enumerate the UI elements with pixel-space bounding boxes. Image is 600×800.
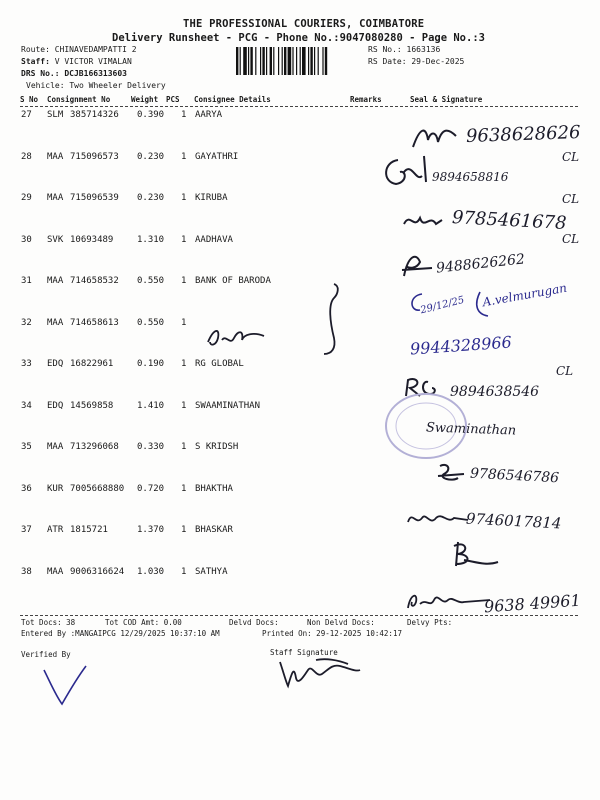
row-consignment-no: 1815721 — [70, 525, 108, 535]
row-pcs: 1 — [181, 525, 187, 535]
row-prefix: MAA — [47, 442, 64, 452]
name-31: A.velmurugan — [481, 280, 568, 310]
row-prefix: EDQ — [47, 359, 64, 369]
row-weight: 0.330 — [137, 442, 165, 452]
barcode-bar — [243, 47, 247, 75]
initials-cl-29: CL — [562, 192, 580, 206]
phone-33: 9894638546 — [450, 384, 540, 400]
drs-value: DCJB166313603 — [64, 69, 127, 78]
row-consignee: SWAAMINATHAN — [195, 400, 261, 411]
barcode-bar — [288, 47, 292, 75]
row-consignment-no: 715096573 — [70, 151, 119, 162]
barcode-bar — [248, 47, 249, 75]
phone-36: 9746017814 — [465, 509, 562, 533]
staff-label: Staff: — [21, 57, 50, 66]
barcode-bar — [296, 47, 297, 75]
row-prefix: SLM — [47, 110, 64, 120]
vehicle-label: Vehicle: — [26, 81, 65, 90]
row-weight: 1.030 — [137, 566, 165, 577]
phone-30: 9488626262 — [435, 251, 526, 277]
barcode-bar — [308, 47, 309, 75]
drs-label: DRS No.: — [21, 69, 60, 78]
bracket-31 — [404, 290, 494, 320]
verified-by-label: Verified By — [21, 650, 71, 659]
row-prefix: MAA — [47, 317, 64, 328]
barcode-bar — [240, 47, 241, 75]
row-consignee: GAYATHRI — [195, 151, 239, 162]
row-consignment-no: 16822961 — [70, 359, 114, 369]
barcode-bar — [302, 47, 306, 75]
row-sno: 34 — [21, 400, 32, 411]
col-remarks: Remarks — [350, 95, 382, 104]
row-consignee: BHASKAR — [195, 525, 233, 535]
signature-27 — [408, 122, 468, 152]
row-consignment-no: 10693489 — [70, 234, 114, 245]
signature-28 — [378, 152, 438, 192]
barcode-bar — [278, 47, 279, 75]
row-sno: 37 — [21, 525, 32, 535]
row-pcs: 1 — [181, 483, 187, 494]
row-pcs: 1 — [181, 317, 187, 328]
rs-date-line — [368, 57, 464, 66]
barcode-bar — [255, 47, 256, 75]
row-consignee: AARYA — [195, 110, 223, 120]
row-sno: 38 — [21, 566, 32, 577]
totals-line — [21, 618, 581, 629]
row-consignee: AADHAVA — [195, 234, 233, 245]
row-sno: 33 — [21, 359, 32, 369]
row-pcs: 1 — [181, 151, 187, 162]
phone-28: 9894658816 — [432, 170, 509, 184]
row-prefix: KUR — [47, 483, 64, 494]
barcode-bar — [310, 47, 312, 75]
signature-29 — [402, 210, 452, 234]
phone-35: 9786546786 — [469, 465, 560, 487]
row-pcs: 1 — [181, 359, 187, 369]
row-consignee: KIRUBA — [195, 193, 228, 203]
row-consignment-no: 7005668880 — [70, 483, 125, 494]
row-sno: 29 — [21, 193, 32, 203]
row-sno: 28 — [21, 151, 32, 162]
row-weight: 1.370 — [137, 525, 165, 535]
row-weight: 0.550 — [137, 276, 165, 286]
row-consignment-no: 713296068 — [70, 442, 119, 452]
drs-line — [21, 69, 127, 78]
col-consignee: Consignee Details — [194, 95, 271, 104]
barcode-bar — [262, 47, 264, 75]
row-prefix: EDQ — [47, 400, 64, 411]
row-pcs: 1 — [181, 234, 187, 245]
barcode — [236, 47, 362, 75]
row-consignee: BHAKTHA — [195, 483, 233, 494]
phone-29: 9785461678 — [451, 207, 568, 234]
vehicle-line — [26, 81, 166, 90]
barcode-bar — [300, 47, 301, 75]
row-prefix: SVK — [47, 234, 64, 245]
row-pcs: 1 — [181, 400, 187, 411]
table-row — [0, 525, 600, 565]
row-consignment-no: 9006316624 — [70, 566, 125, 577]
barcode-bar — [322, 47, 323, 75]
entered-by: Entered By :MANGAIPCG 12/29/2025 10:37:10 AM — [21, 629, 220, 638]
row-weight: 0.190 — [137, 359, 165, 369]
row-consignment-no: 714658532 — [70, 276, 119, 286]
footer-rule — [20, 615, 578, 616]
row-consignee: RG GLOBAL — [195, 359, 244, 369]
staff-signature-mark — [276, 656, 366, 692]
row-consignment-no: 715096539 — [70, 193, 119, 203]
row-weight: 0.230 — [137, 151, 165, 162]
row-sno: 35 — [21, 442, 32, 452]
signature-37 — [446, 540, 500, 570]
row-pcs: 1 — [181, 442, 187, 452]
route-value: CHINAVEDAMPATTI 2 — [54, 45, 137, 54]
row-pcs: 1 — [181, 276, 187, 286]
signature-32 — [204, 322, 270, 352]
barcode-bar — [284, 47, 286, 75]
col-consignment: Consignment No — [47, 95, 111, 104]
initials-cl-33: CL — [556, 364, 574, 378]
row-prefix: MAA — [47, 151, 64, 162]
delvd-docs: Delvd Docs: — [229, 618, 279, 627]
row-prefix: MAA — [47, 193, 64, 203]
table-row — [0, 152, 600, 192]
row-sno: 31 — [21, 276, 32, 286]
name-34: Swaminathan — [425, 420, 517, 439]
document-title: THE PROFESSIONAL COURIERS, COIMBATORE — [183, 18, 425, 30]
phone-31: 9944328966 — [409, 332, 513, 359]
tot-cod: Tot COD Amt: 0.00 — [105, 618, 182, 627]
barcode-bar — [260, 47, 261, 75]
row-consignment-no: 714658613 — [70, 317, 119, 328]
row-weight: 1.410 — [137, 400, 165, 411]
tot-docs: Tot Docs: 38 — [21, 618, 76, 627]
row-consignee: SATHYA — [195, 566, 228, 577]
delvy-pts: Delvy Pts: — [407, 618, 453, 627]
signature-35 — [434, 460, 470, 486]
rs-no-value: 1663136 — [406, 45, 441, 54]
staff-value: V VICTOR VIMALAN — [54, 57, 132, 66]
barcode-bar — [318, 47, 319, 75]
date-31: 29/12/25 — [419, 294, 466, 317]
row-consignee: S KRIDSH — [195, 442, 239, 452]
row-pcs: 1 — [181, 566, 187, 577]
row-pcs: 1 — [181, 110, 187, 120]
row-sno: 36 — [21, 483, 32, 494]
row-consignment-no: 385714326 — [70, 110, 119, 120]
row-consignment-no: 14569858 — [70, 400, 114, 411]
barcode-bar — [266, 47, 267, 75]
row-prefix: ATR — [47, 525, 64, 535]
row-weight: 0.390 — [137, 110, 165, 120]
row-sno: 27 — [21, 110, 32, 120]
barcode-bar — [292, 47, 293, 75]
verified-checkmark — [40, 660, 90, 710]
signature-30 — [398, 250, 438, 280]
rs-date-value: 29-Dec-2025 — [411, 57, 465, 66]
col-sno: S No — [20, 95, 39, 104]
remarks-stroke-31 — [318, 282, 348, 356]
route-line — [21, 45, 137, 54]
row-sno: 32 — [21, 317, 32, 328]
rs-no-line — [368, 45, 440, 54]
barcode-bar — [250, 47, 252, 75]
phone-38: 9638 49961 — [483, 590, 582, 617]
row-weight: 0.720 — [137, 483, 165, 494]
barcode-bar — [325, 47, 327, 75]
initials-cl-28: CL — [562, 150, 580, 164]
row-consignee: BANK OF BARODA — [195, 276, 271, 286]
row-weight: 0.550 — [137, 317, 165, 328]
col-pcs: PCS — [166, 95, 180, 104]
phone-27: 9638628626 — [465, 122, 581, 147]
vehicle-value: Two Wheeler Delivery — [69, 81, 166, 90]
signature-36 — [404, 508, 472, 530]
row-sno: 30 — [21, 234, 32, 245]
staff-signature-label: Staff Signature — [270, 648, 338, 657]
route-label: Route: — [21, 45, 50, 54]
barcode-bar — [236, 47, 238, 75]
non-delvd-docs: Non Delvd Docs: — [307, 618, 375, 627]
barcode-bar — [314, 47, 315, 75]
col-weight: Weight — [131, 95, 159, 104]
barcode-bar — [270, 47, 272, 75]
barcode-bar — [282, 47, 283, 75]
row-pcs: 1 — [181, 193, 187, 203]
initials-cl-30: CL — [562, 232, 580, 246]
col-seal-signature: Seal & Signature — [410, 95, 483, 104]
signature-38 — [404, 588, 494, 612]
rs-date-label: RS Date: — [368, 57, 407, 66]
printed-on: Printed On: 29-12-2025 10:42:17 — [262, 629, 402, 638]
rs-no-label: RS No.: — [368, 45, 402, 54]
row-prefix: MAA — [47, 566, 64, 577]
staff-line — [21, 57, 132, 66]
row-weight: 0.230 — [137, 193, 165, 203]
document-subtitle: Delivery Runsheet - PCG - Phone No.:9047080280 - Page No.:3 — [112, 32, 485, 44]
barcode-bar — [273, 47, 274, 75]
row-weight: 1.310 — [137, 234, 165, 245]
row-prefix: MAA — [47, 276, 64, 286]
header-rule — [20, 106, 578, 107]
